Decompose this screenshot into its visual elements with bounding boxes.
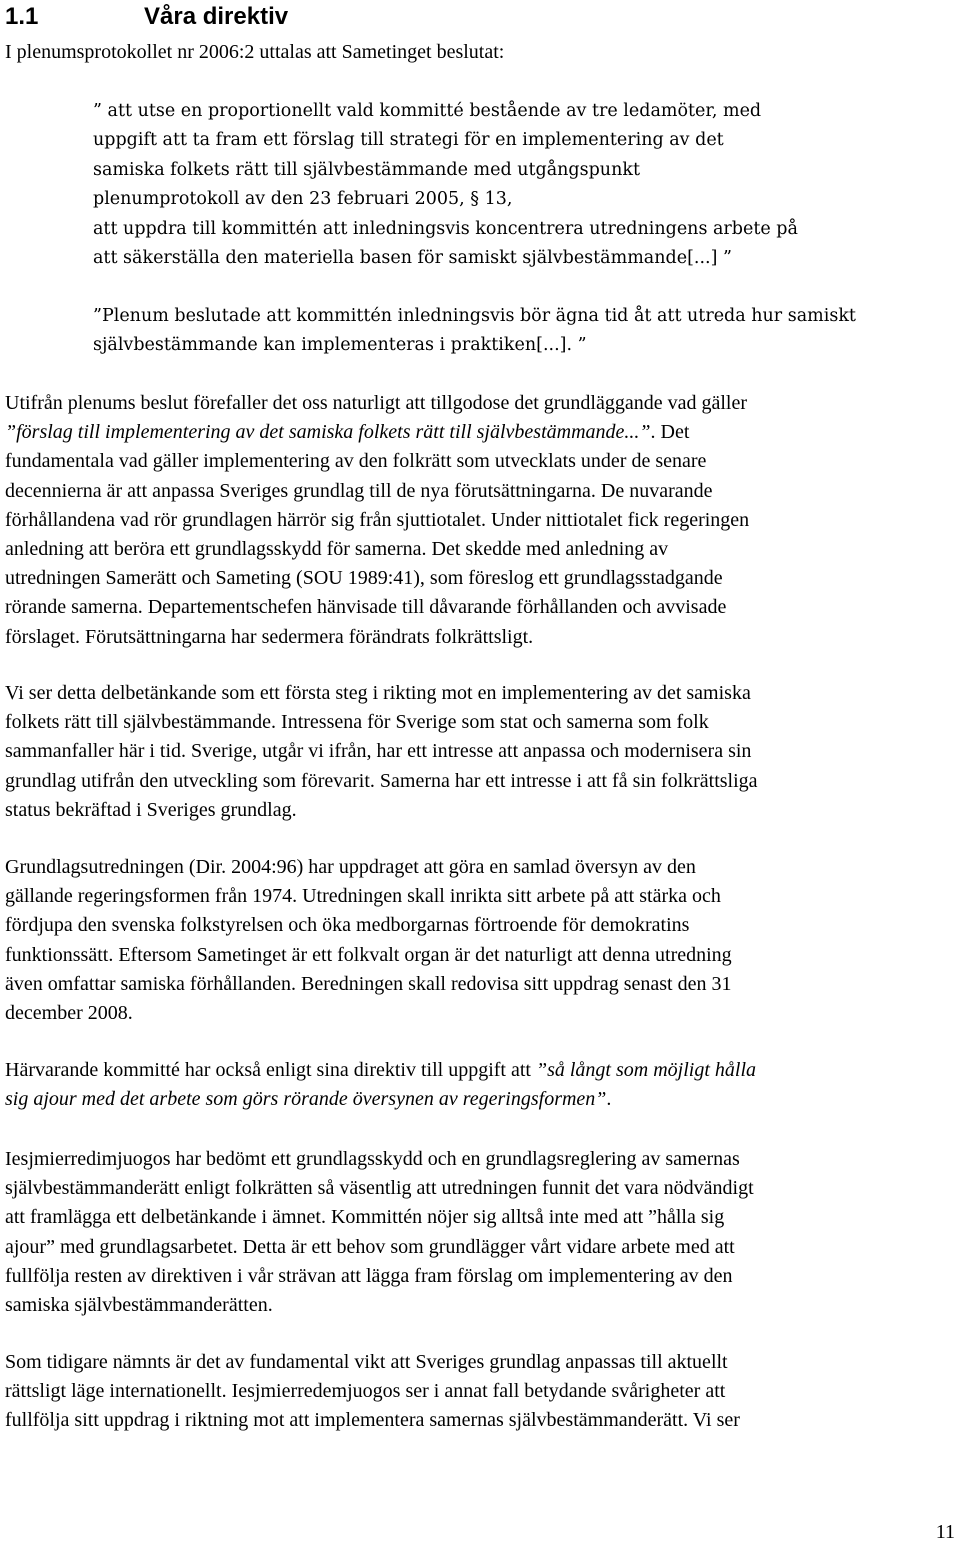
paragraph-text: Härvarande kommitté har också enligt sina direktiv till uppgift att (5, 1059, 536, 1081)
page-number: 11 (935, 1521, 955, 1543)
paragraph-line: fördjupa den svenska folkstyrelsen och öka medborgarnas förtroende för demokratins (5, 914, 690, 937)
quote-line: plenumprotokoll av den 23 februari 2005, § 13, (93, 189, 513, 210)
paragraph-line: december 2008. (5, 1002, 133, 1025)
paragraph-line: folkets rätt till självbestämmande. Intressena för Sverige som stat och samerna som folk (5, 711, 709, 734)
paragraph-line: anledning att beröra ett grundlagsskydd för samerna. Det skedde med anledning av (5, 538, 669, 561)
paragraph-line (5, 1056, 955, 1085)
paragraph-line: status bekräftad i Sveriges grundlag. (5, 798, 297, 821)
paragraph-line: Vi ser detta delbetänkande som ett första steg i rikting mot en implementering av det samiska (5, 682, 751, 704)
intro-paragraph: I plenumsprotokollet nr 2006:2 uttalas att Sametinget beslutat: (5, 41, 505, 63)
paragraph-line: Utifrån plenums beslut förefaller det oss naturligt att tillgodose det grundläggande vad gäller (5, 392, 748, 414)
paragraph-plenum-decision (5, 389, 955, 652)
directive-quote (93, 97, 957, 273)
paragraph-line: samiska självbestämmanderätten. (5, 1294, 273, 1317)
section-number: 1.1 (5, 3, 39, 30)
paragraph-text: . (606, 1088, 612, 1111)
italic-quote: ”förslag till implementering av det samiska folkets rätt till självbestämmande...” (5, 421, 651, 444)
paragraph-line: Iesjmierredimjuogos har bedömt ett grundlagsskydd och en grundlagsreglering av samernas (5, 1148, 740, 1170)
paragraph-line: gällande regeringsformen från 1974. Utredningen skall inrikta sitt arbete på att stärka och (5, 885, 721, 908)
paragraph-line: förhållandena vad rör grundlagen härrör sig från sjuttiotalet. Under nittiotalet fick regeringen (5, 508, 750, 531)
paragraph-line: förslaget. Förutsättningarna har sedermera förändrats folkrättsligt. (5, 625, 534, 648)
italic-quote: sig ajour med det arbete som görs rörande översynen av regeringsformen” (5, 1088, 607, 1111)
paragraph-line: sammanfaller här i tid. Sverige, utgår vi ifrån, har ett intresse att anpassa och modernisera sin (5, 740, 752, 763)
paragraph-line: fullfölja sitt uppdrag i riktning mot att implementera samernas självbestämmanderätt. Vi ser (5, 1409, 740, 1432)
paragraph-line: fundamentala vad gäller implementering av den folkrätt som utvecklats under de senare (5, 450, 707, 473)
quote-line: ”Plenum beslutade att kommittén inledningsvis bör ägna tid åt att utreda hur samiskt (93, 306, 856, 326)
paragraph-line: utredningen Samerätt och Sameting (SOU 1989:41), som föreslog ett grundlagsstadgande (5, 567, 723, 590)
italic-quote: ”så långt som möjligt hålla (535, 1059, 756, 1081)
quote-line: ” att utse en proportionellt vald kommitté bestående av tre ledamöter, med (93, 101, 762, 121)
paragraph-first-step (5, 679, 955, 825)
paragraph-line (5, 418, 955, 447)
paragraph-grundlagsutredningen (5, 853, 955, 1028)
paragraph-fundamental-importance (5, 1348, 955, 1436)
paragraph-line: rättsligt läge internationellt. Iesjmierredemjuogos ser i annat fall betydande svårigheter att (5, 1380, 726, 1403)
quote-line: att säkerställa den materiella basen för samiskt självbestämmande[...] ” (93, 248, 732, 269)
paragraph-line: att framlägga ett delbetänkande i ämnet. Kommittén nöjer sig alltså inte med att ”hålla sig (5, 1206, 725, 1229)
paragraph-line: funktionssätt. Eftersom Sametinget är ett folkvalt organ är det naturligt att denna utredning (5, 943, 732, 966)
paragraph-text: . Det (650, 421, 690, 444)
quote-line: självbestämmande kan implementeras i praktiken[...]. ” (93, 335, 587, 356)
paragraph-line (5, 1085, 955, 1114)
plenum-quote (93, 302, 957, 361)
paragraph-line: även omfattar samiska förhållanden. Beredningen skall redovisa sitt uppdrag senast den 31 (5, 972, 732, 995)
paragraph-line: självbestämmanderätt enligt folkrätten så väsentlig att utredningen funnit det vara nödvändigt (5, 1177, 754, 1200)
paragraph-line: grundlag utifrån den utveckling som förevarit. Samerna har ett intresse i att få sin folkrättsliga (5, 769, 758, 792)
paragraph-line: fullfölja resten av direktiven i vår strävan att lägga fram förslag om implementering av den (5, 1264, 733, 1287)
quote-line: samiska folkets rätt till självbestämmande med utgångspunkt (93, 159, 640, 180)
paragraph-line: ajour” med grundlagsarbetet. Detta är ett behov som grundlägger vårt vidare arbete med att (5, 1235, 735, 1258)
paragraph-line: decennierna är att anpassa Sveriges grundlag till de nya förutsättningarna. De nuvarande (5, 479, 713, 502)
quote-line: att uppdra till kommittén att inledningsvis koncentrera utredningens arbete på (93, 218, 798, 239)
section-heading (5, 2, 288, 32)
quote-line: uppgift att ta fram ett förslag till strategi för en implementering av det (93, 130, 724, 151)
paragraph-line: Grundlagsutredningen (Dir. 2004:96) har uppdraget att göra en samlad översyn av den (5, 856, 696, 878)
paragraph-iesjmierredimjuogos (5, 1145, 955, 1320)
section-title: Våra direktiv (144, 3, 289, 30)
paragraph-committee-directive (5, 1056, 955, 1114)
paragraph-line: Som tidigare nämnts är det av fundamental vikt att Sveriges grundlag anpassas till aktuellt (5, 1351, 728, 1373)
paragraph-line: rörande samerna. Departementschefen hänvisade till dåvarande förhållanden och avvisade (5, 596, 727, 619)
